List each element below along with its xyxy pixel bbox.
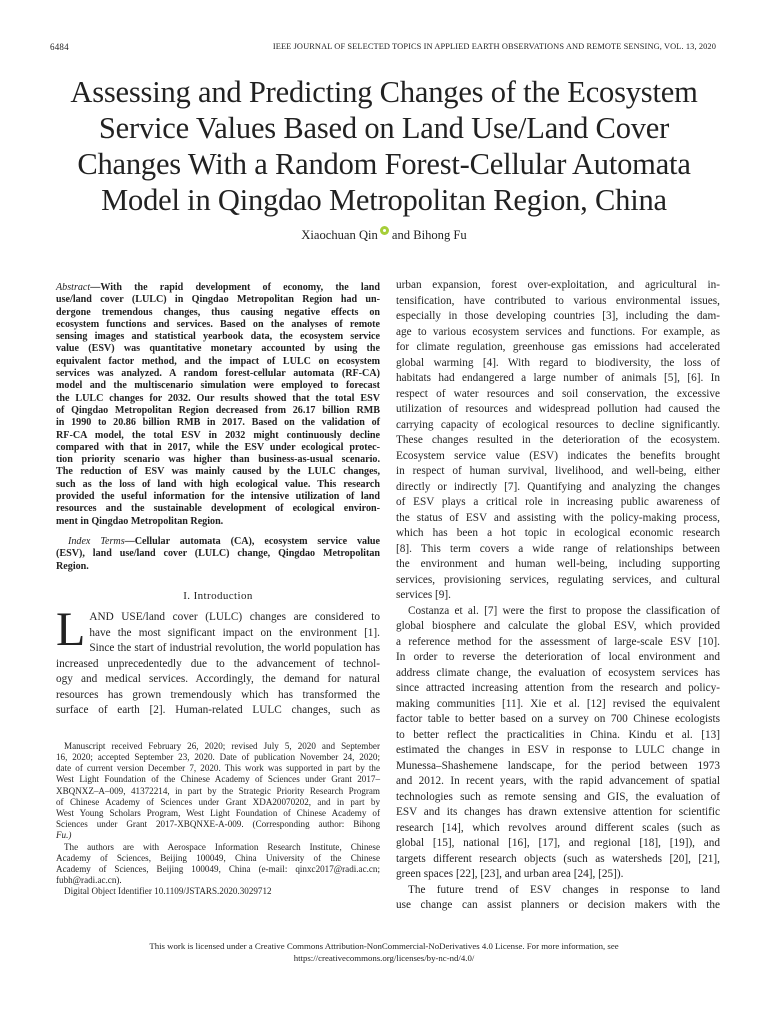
index-terms-line: (ESV), land use/land cover (LULC) change, Qingdao Metropolitan <box>56 548 380 560</box>
abstract-line: value (ESV) was quantitative monetary accounted by using the <box>56 343 380 355</box>
footnote-affiliation <box>56 842 380 887</box>
body-line: age to various ecosystem services and functions. For example, as <box>396 325 720 338</box>
abstract-line: ment in Qingdao Metropolitan Region. <box>56 515 224 527</box>
body-line: services [9]. <box>396 589 451 601</box>
body-line: In order to reverse the deterioration of local environment and <box>396 651 720 663</box>
orcid-icon[interactable] <box>380 226 389 235</box>
body-line: urban expansion, forest over-exploitation, and agricultural in- <box>396 279 720 291</box>
body-line: Costanza et al. [7] were the first to propose the classification of <box>408 604 720 617</box>
footnote-line: Academy of Sciences, Beijing 100049, China University of the Chinese <box>56 852 380 863</box>
abstract-line: The reduction of ESV was mainly caused by the LULC changes, <box>56 466 380 478</box>
right-column <box>396 278 720 914</box>
intro-line: Since the start of industrial revolution, the world population has <box>89 642 380 655</box>
body-line: the status of ESV and assisting with the policy-making process, <box>396 511 720 524</box>
body-line: habitats had endangered a large number of animals [5], [6]. In <box>396 372 720 384</box>
body-line: targets different research objects (such as watersheds [20], [21], <box>396 852 720 865</box>
license-notice <box>40 941 728 964</box>
body-line: services, provisioning services, regulating services, and cultural <box>396 573 720 586</box>
footnote-line: Academy of Sciences, Beijing 100049, China (e-mail: qinxc2017@radi.ac.cn; <box>56 864 380 875</box>
abstract-line: equivalent factor method, and the impact of LULC on ecosystem <box>56 355 380 367</box>
index-terms-line: Index Terms—Cellular automata (CA), ecosystem service value <box>68 535 380 547</box>
abstract-line: use/land cover (LULC) in Qingdao Metropolitan Region had un- <box>56 294 380 306</box>
intro-line: resources has grown tremendously which has transformed the <box>56 688 380 701</box>
body-line: global warming [4]. With regard to biodiversity, the loss of <box>396 356 720 369</box>
intro-paragraph <box>56 603 380 719</box>
body-line: green spaces [22], [23], and urban area [24], [25]). <box>396 868 624 880</box>
body-line: These changes resulted in the deterioration of the ecosystem. <box>396 434 720 446</box>
body-line: carrying capacity of ecological resources to decline significantly. <box>396 418 720 431</box>
footnote-line: West Young Scholars Program, West Light Foundation of Chinese Academy of <box>56 808 380 819</box>
index-terms <box>56 536 380 573</box>
intro-line: AND USE/land cover (LULC) changes are considered to <box>89 611 380 624</box>
intro-line: increased unprecedentedly due to the advancement of technol- <box>56 657 380 670</box>
body-paragraph <box>396 883 720 914</box>
abstract-line: in 1990 to 20.86 billion RMB in 2017. Based on the validation of <box>56 417 380 429</box>
intro-line: surface of earth [2]. Human-related LULC changes, such as <box>56 704 380 717</box>
license-link[interactable]: https://creativecommons.org/licenses/by-nc-nd/4.0/ <box>293 952 475 963</box>
body-line: The future trend of ESV changes in response to land <box>408 883 720 896</box>
body-line: global biosphere and calculate the global ESV, which provided <box>396 620 720 632</box>
body-line: especially in those developing countries [3], including the dam- <box>396 310 720 322</box>
abstract-line: ecosystem functions and services. Based on the analyses of remote <box>56 318 380 330</box>
body-line: global [15], national [16], [17], and regional [18], [19]), and <box>396 837 720 849</box>
index-terms-label: Index Terms <box>68 535 125 547</box>
body-line: [8]. This term covers a wide range of relationships between <box>396 542 720 555</box>
paper-title <box>40 74 728 218</box>
body-line: in respect of human survival, livelihood, and well-being, either <box>396 465 720 477</box>
abstract-line: provided the useful information for the intensive utilization of land <box>56 491 380 503</box>
body-line: respect of water resources and soil conservation, the excessive <box>396 387 720 400</box>
abstract-line: the LULC changes for 2032. Our results showed that the total ESV <box>56 392 380 404</box>
footnote-line: Manuscript received February 26, 2020; revised July 5, 2020 and September <box>64 740 380 751</box>
intro-line: have the most significant impact on the environment [1]. <box>89 626 380 639</box>
abstract <box>56 282 380 528</box>
section-heading: I. Introduction <box>183 589 253 602</box>
journal-header: IEEE JOURNAL OF SELECTED TOPICS IN APPLIED EARTH OBSERVATIONS AND REMOTE SENSING, VOL. 13, 2020 <box>272 42 716 51</box>
index-terms-line: Region. <box>56 560 89 572</box>
footnote-line: 16, 2020; accepted September 23, 2020. Date of publication November 24, 2020; <box>56 752 380 763</box>
body-line: of ESV plays a critical role in increasing public awareness of <box>396 496 720 508</box>
doi: Digital Object Identifier 10.1109/JSTARS.2020.3029712 <box>64 886 272 897</box>
footnote-line: of Chinese Academy of Sciences under Grant XDA20070202, and in part by <box>56 796 380 807</box>
body-line: technologies such as remote sensing and GIS, the evaluation of <box>396 790 720 803</box>
title-line: Service Values Based on Land Use/Land Cover <box>98 111 670 145</box>
body-line: use change can assist planners or decision makers with the <box>396 899 720 911</box>
dropcap: L <box>56 603 86 657</box>
body-line: Ecosystem service value (ESV) indicates the benefits brought <box>396 449 720 462</box>
body-line: research [14], which revolves around different scales (such as <box>396 821 720 834</box>
body-paragraph <box>396 278 720 604</box>
intro-line: ogy and medical services. Accordingly, the demand for natural <box>56 673 380 686</box>
body-line: Munessa–Shashemene landscape, for the period between 1973 <box>396 759 720 772</box>
footnote-manuscript <box>56 741 380 842</box>
abstract-line: Abstract—With the rapid development of economy, the land <box>56 282 380 293</box>
abstract-line: tion priority scenario was higher than business-as-usual scenario. <box>56 454 380 466</box>
footnote-line: Sciences under Grant 2017-XBQNXE-A-009. (Corresponding author: Bihong <box>56 819 380 830</box>
abstract-line: sensing images and statistical yearbook data, the ecosystem service <box>56 331 380 343</box>
abstract-line: RF-CA model, the total ESV in 2032 might continuously decline <box>56 429 380 441</box>
left-column <box>56 282 380 898</box>
abstract-line: resources and the sustainable development of ecological environ- <box>56 503 380 515</box>
body-line: a reference method for the assessment of large-scale ESV [10]. <box>396 635 720 648</box>
abstract-line: compared with that in 2017, while the ESV under ecological protec- <box>56 441 380 453</box>
title-line: Model in Qingdao Metropolitan Region, China <box>101 183 667 217</box>
abstract-line: dergone tremendous changes, thus causing negative effects on <box>56 306 380 318</box>
page-number: 6484 <box>50 42 69 52</box>
footnote-line: XBQNXZ–A–009, 41372214, in part by the Strategic Priority Research Program <box>56 785 380 796</box>
abstract-line: of Qingdao Metropolitan Region decreased from 26.17 billion RMB <box>56 404 380 416</box>
abstract-line: model and the multiscenario simulation were employed to forecast <box>56 380 380 392</box>
body-line: since attracted increasing attention from the research and policy- <box>396 682 720 694</box>
body-line: the environment and human well-being, including supporting <box>396 558 720 570</box>
body-paragraph <box>396 604 720 883</box>
title-line: Assessing and Predicting Changes of the Ecosystem <box>70 75 698 109</box>
body-line: making communities [11]. Xie et al. [12] revised the equivalent <box>396 697 720 710</box>
footnote-line: fubh@radi.ac.cn). <box>56 875 122 886</box>
author-line <box>0 228 768 243</box>
footnote-line: The authors are with Aerospace Information Research Institute, Chinese <box>64 841 380 852</box>
abstract-line: such as the loss of land with high ecological value. This research <box>56 478 380 490</box>
body-line: utilization of resources and widespread pollution had caused the <box>396 403 720 415</box>
body-line: for climate regulation, greenhouse gas emissions had accelerated <box>396 341 720 353</box>
body-line: estimated the changes in ESV in response to LULC change in <box>396 744 720 756</box>
abstract-line: services was analyzed. A random forest-cellular automata (RF-CA) <box>56 368 380 380</box>
body-line: to better reflect the practicalities in China. Kindu et al. [13] <box>396 728 720 741</box>
abstract-label: Abstract <box>56 282 91 293</box>
title-line: Changes With a Random Forest-Cellular Automata <box>77 147 691 181</box>
body-line: which has been a hot topic in ecological economic research <box>396 527 720 539</box>
author-rest: and Bihong Fu <box>391 228 467 242</box>
body-line: factor table to better based on a survey on 700 Chinese ecologists <box>396 713 720 725</box>
body-line: address climate change, the evaluation of ecosystem services has <box>396 666 720 679</box>
footnote-line: West Light Foundation of the Chinese Academy of Sciences under Grant 2017– <box>56 774 380 785</box>
body-line: and 2012. In recent years, with the rapid advancement of spatial <box>396 775 720 787</box>
license-text: This work is licensed under a Creative Commons Attribution-NonCommercial-NoDerivatives 4.0 License. For more information, see <box>149 941 619 951</box>
body-line: ESV and its changes has drawn extensive attention for scientific <box>396 806 720 818</box>
body-line: tensification, have contributed to various environmental issues, <box>396 294 720 307</box>
footnote-line: Fu.) <box>56 830 72 841</box>
author-first: Xiaochuan Qin <box>301 228 378 242</box>
footnote-line: date of current version December 7, 2020. This work was supported in part by the <box>56 763 380 774</box>
body-line: directly or indirectly [7]. Quantifying and analyzing the changes <box>396 480 720 493</box>
